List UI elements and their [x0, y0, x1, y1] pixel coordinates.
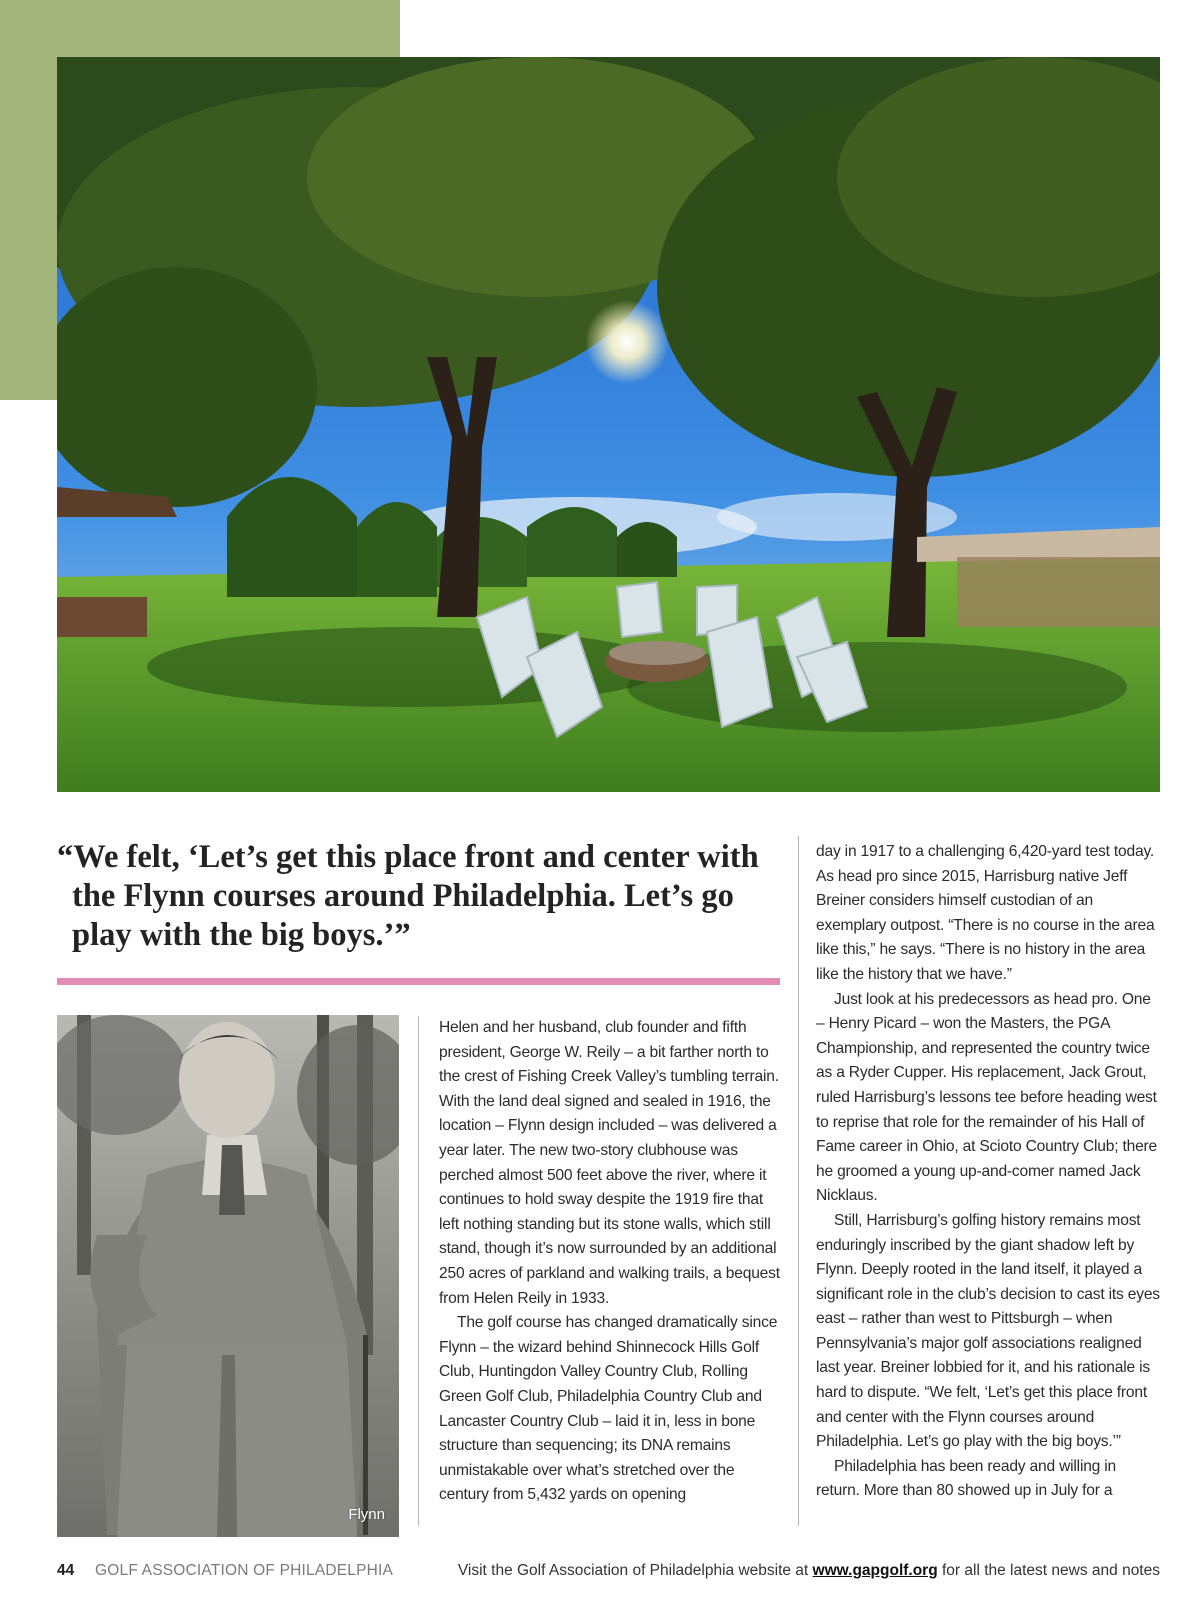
pull-quote-divider [57, 978, 780, 985]
publication-name: GOLF ASSOCIATION OF PHILADELPHIA [95, 1562, 394, 1579]
article-paragraph: Philadelphia has been ready and willing in return. More than 80 showed up in July for a [816, 1457, 1117, 1500]
article-column-middle [439, 1016, 784, 1508]
page-footer [57, 1562, 1160, 1586]
footer-note [458, 1562, 1160, 1580]
page-number: 44 [57, 1562, 75, 1579]
portrait-caption: Flynn [348, 1506, 385, 1523]
footer-note-suffix: for all the latest news and notes [937, 1562, 1160, 1579]
portrait-photo-flynn [57, 1015, 399, 1537]
article-paragraph: day in 1917 to a challenging 6,420-yard test today. As head pro since 2015, Harrisburg native Jeff Breiner considers himself custodian of an exemplary outpost. “There is no course in the area like this,” he says. “There is no history in the area like the history that we have.” [816, 843, 1155, 983]
article-paragraph: The golf course has changed dramatically since Flynn – the wizard behind Shinnecock Hills Golf Club, Huntingdon Valley Country Club, Rolling Green Golf Club, Philadelphia Country Club and Lancaster Country Club – laid it in, less in bone structure than sequencing; its DNA remains unmistakable over what’s stretched over the century from 5,432 yards on opening [439, 1314, 778, 1504]
pull-quote: “We felt, ‘Let’s get this place front and center with the Flynn courses around Philadelphia. Let’s go play with the big boys.’” [57, 839, 759, 953]
hero-photo-golf-course-trees [57, 57, 1160, 792]
article-paragraph: Helen and her husband, club founder and fifth president, George W. Reily – a bit farther north to the crest of Fishing Creek Valley’s tumbling terrain. With the land deal signed and sealed in 1916, the location – Flynn design included – was delivered a year later. The new two-story clubhouse was perched almost 500 feet above the river, where it continues to hold sway despite the 1919 fire that left nothing standing but its stone walls, which still stand, though it’s now surrounded by an additional 250 acres of parkland and walking trails, a bequest from Helen Reily in 1933. [439, 1019, 780, 1307]
article-paragraph: Still, Harrisburg’s golfing history remains most enduringly inscribed by the giant shadow left by Flynn. Deeply rooted in the land itself, it played a significant role in the club’s decision to cast its eyes east – rather than west to Pittsburgh – when Pennsylvania’s major golf associations realigned last year. Breiner lobbied for it, and his rationale is hard to dispute. “We felt, ‘Let’s get this place front and center with the Flynn courses around Philadelphia. Let’s go play with the big boys.’” [816, 1211, 1160, 1451]
footer-note-prefix: Visit the Golf Association of Philadelphia website at [457, 1562, 813, 1579]
column-divider-right [798, 836, 799, 1526]
website-link[interactable]: www.gapgolf.org [812, 1562, 938, 1579]
column-divider-left [418, 1016, 419, 1526]
article-paragraph: Just look at his predecessors as head pro. One – Henry Picard – won the Masters, the PGA Championship, and represented the country twice as a Ryder Cupper. His replacement, Jack Grout, ruled Harrisburg’s lessons tee before heading west to reprise that role for the remainder of his Hall of Fame career in Ohio, at Scioto Country Club; there he groomed a young up-and-comer named Jack Nicklaus. [816, 990, 1158, 1205]
article-column-right [816, 840, 1161, 1504]
